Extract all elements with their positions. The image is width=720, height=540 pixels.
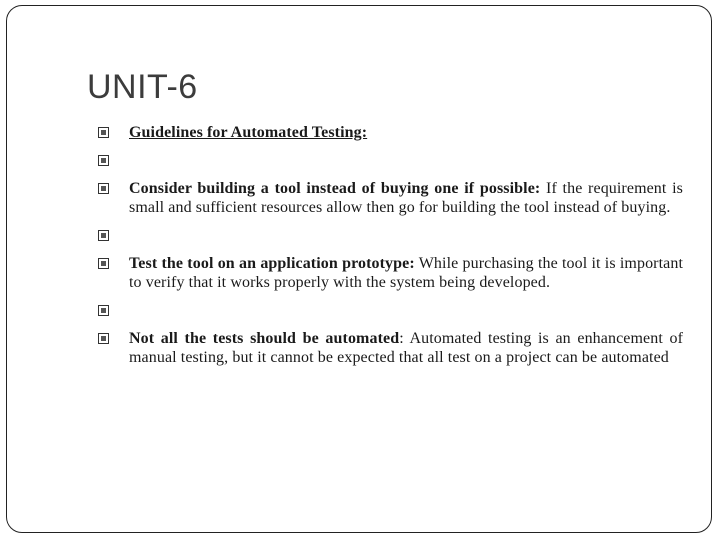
square-bullet-icon: [98, 127, 109, 138]
item-body: While purchasing the tool it is important to verify that it works properly with the system being developed.: [129, 255, 683, 291]
list-item: [93, 226, 683, 245]
list-item-text: [129, 329, 683, 367]
section-heading: Guidelines for Automated Testing:: [129, 124, 368, 141]
square-bullet-icon: [98, 305, 109, 316]
bullet-list: [93, 123, 683, 367]
list-item: [93, 329, 683, 367]
item-body: : Automated testing is an enhancement of manual testing, but it cannot be expected that all test on a project can be automated: [129, 330, 683, 366]
item-heading: Consider building a tool instead of buying one if possible:: [129, 180, 541, 197]
item-body: If the requirement is small and sufficient resources allow then go for building the tool instead of buying.: [129, 180, 683, 216]
square-bullet-icon: [98, 183, 109, 194]
list-item: [93, 151, 683, 170]
list-item: [93, 254, 683, 292]
list-item-text: [129, 123, 683, 142]
square-bullet-icon: [98, 333, 109, 344]
list-item-text: [129, 254, 683, 292]
list-item: [93, 123, 683, 142]
list-item-text: [129, 179, 683, 217]
list-item: [93, 301, 683, 320]
square-bullet-icon: [98, 155, 109, 166]
list-item: [93, 179, 683, 217]
square-bullet-icon: [98, 258, 109, 269]
item-heading: Not all the tests should be automated: [129, 330, 400, 347]
slide-title: UNIT-6: [87, 68, 198, 106]
item-heading: Test the tool on an application prototype:: [129, 255, 415, 272]
square-bullet-icon: [98, 230, 109, 241]
slide-frame: [6, 5, 712, 533]
